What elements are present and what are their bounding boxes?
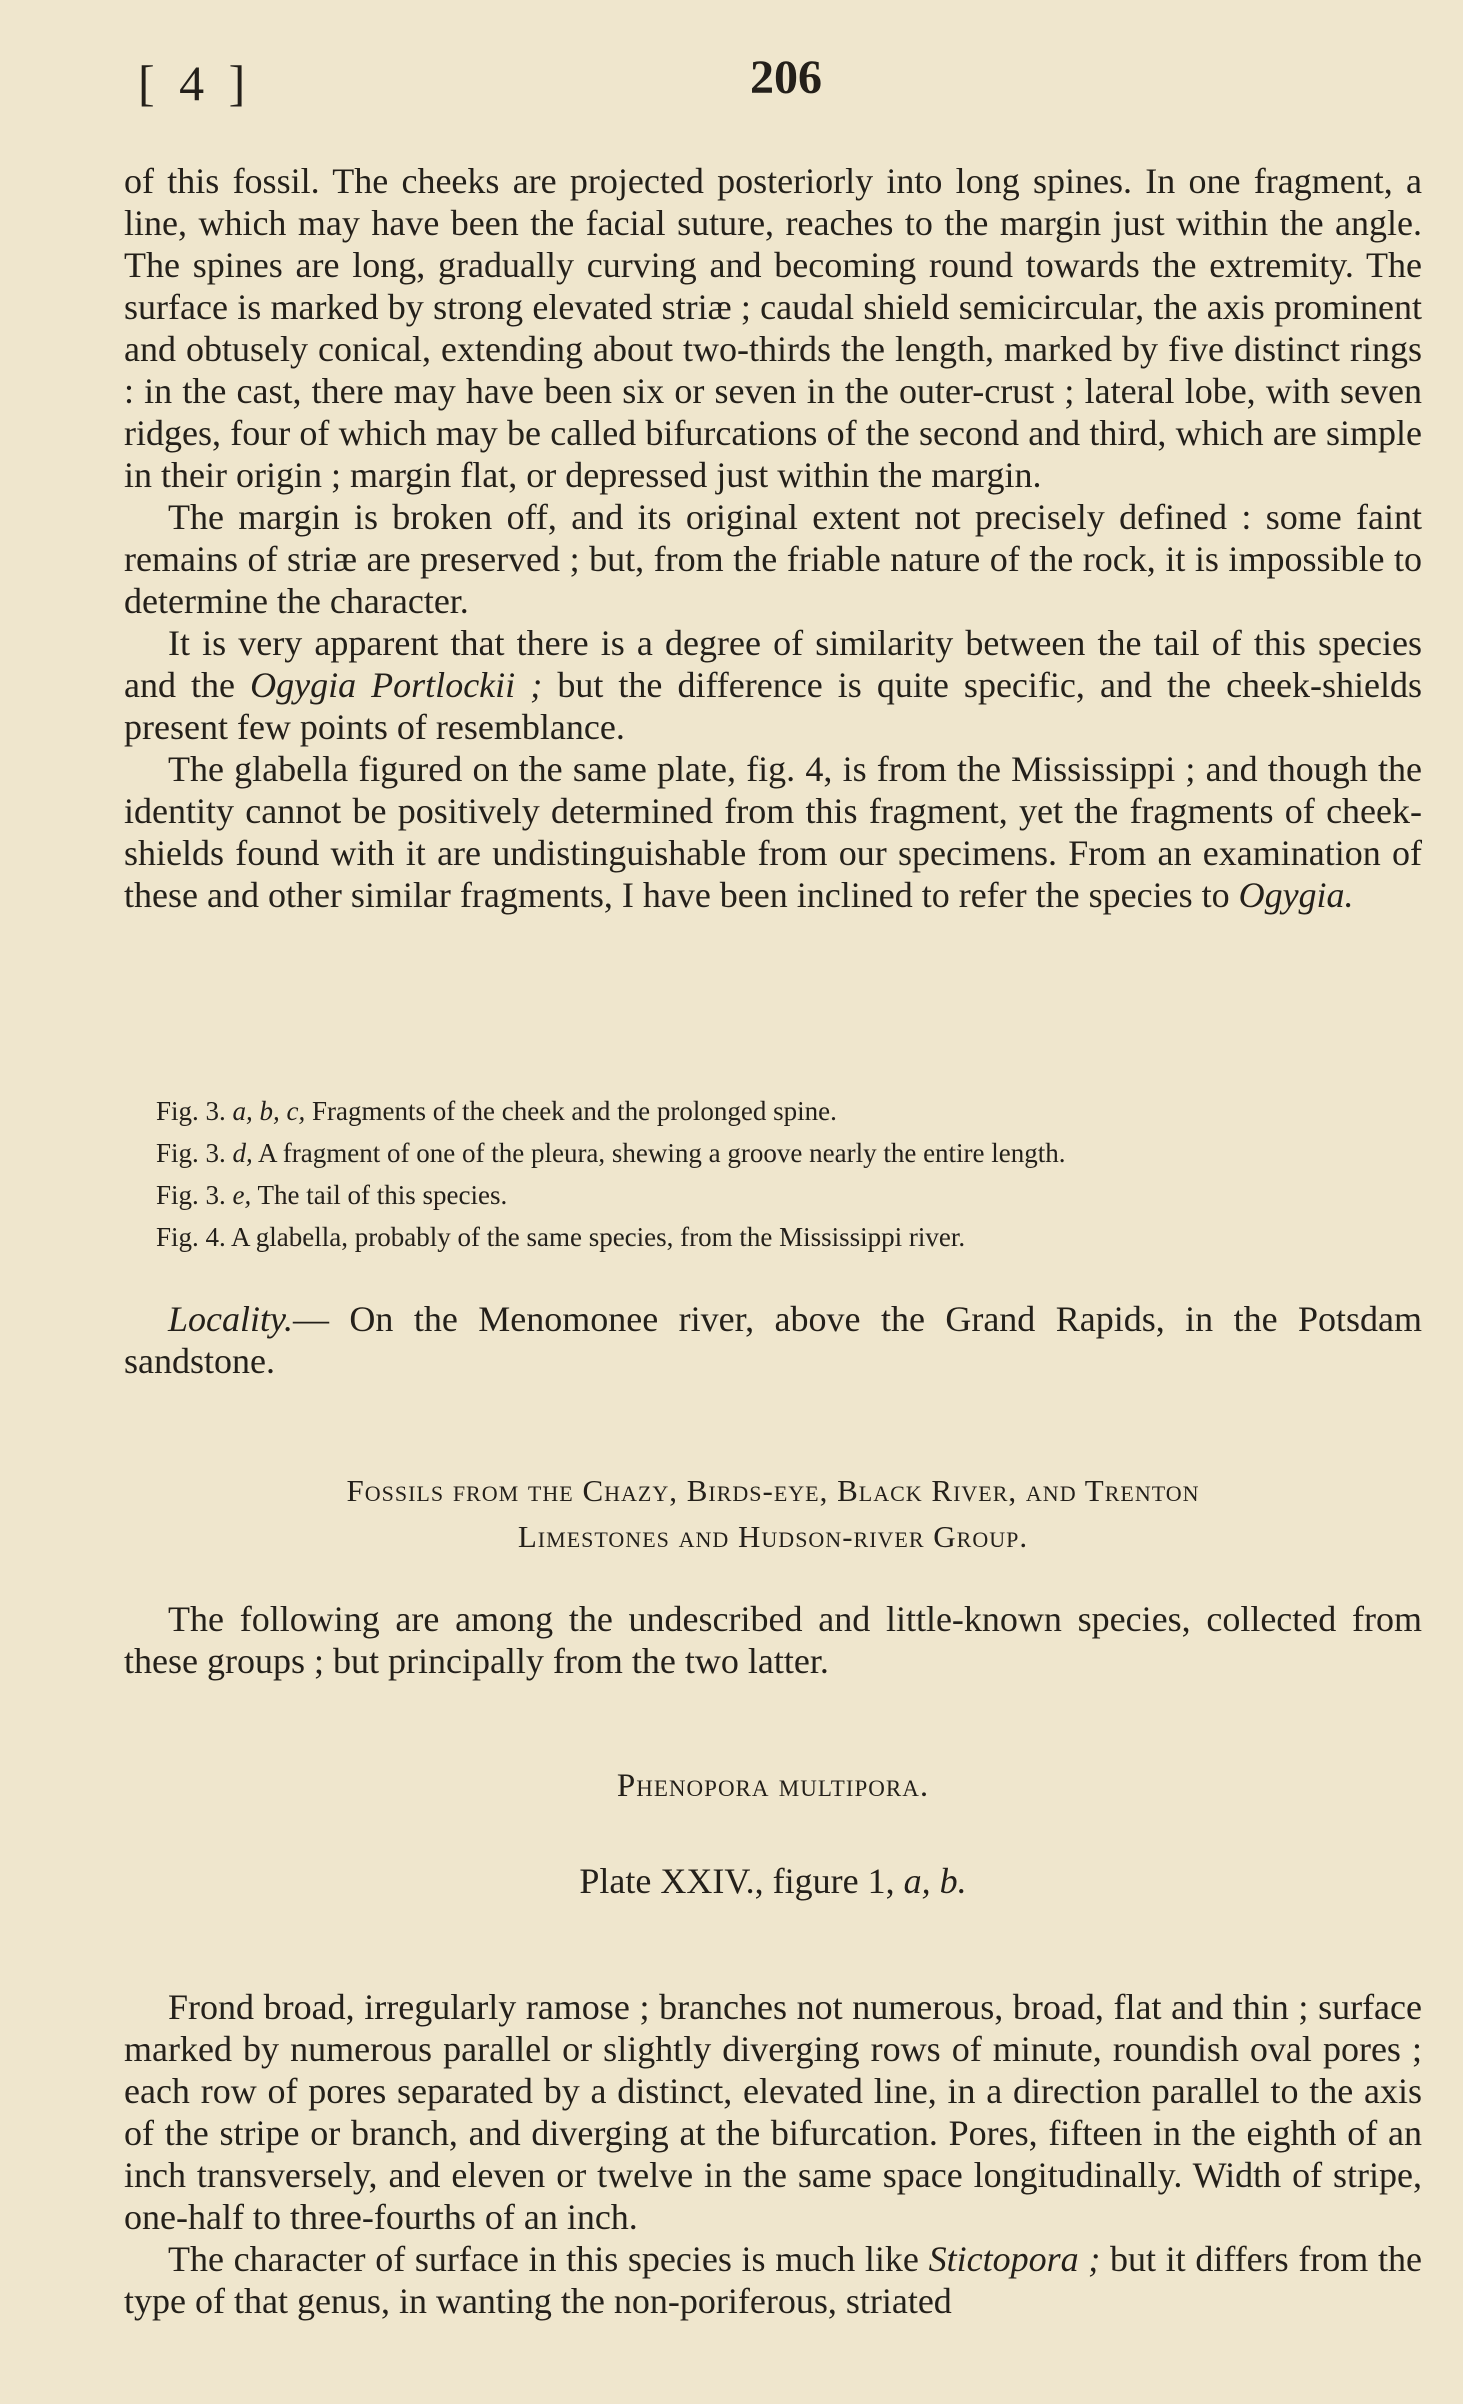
- body-text-top: [124, 160, 1422, 916]
- paragraph-1: of this fossil. The cheeks are projected posteriorly into long spines. In one fragment, a line, which may have been the facial suture, reaches to the margin just within the angle. The spines are long, gradually curving and becoming round towards the extremity. The surface is marked by strong elevated striæ ; caudal shield semicircular, the axis prominent and obtusely conical, extending about two-thirds the length, marked by five distinct rings : in the cast, there may have been six or seven in the outer-crust ; lateral lobe, with seven ridges, four of which may be called bifurcations of the second and third, which are simple in their origin ; margin flat, or depressed just within the margin.: [124, 161, 1422, 495]
- running-header: [ 4 ]: [138, 55, 252, 111]
- genus-name-ogygia: Ogygia.: [1238, 875, 1354, 915]
- plate-reference: Plate XXIV., figure 1, a, b.: [579, 1861, 967, 1901]
- paragraph-3: It is very apparent that there is a degree of similarity between the tail of this species and the Ogygia Portlockii ; but the difference is quite specific, and the cheek-shields present few points of resemblance.: [124, 623, 1422, 747]
- paragraph-5: Frond broad, irregularly ramose ; branches not numerous, broad, flat and thin ; surface marked by numerous parallel or slightly diverging rows of minute, roundish oval pores ; each row of pores separated by a distinct, elevated line, in a direction parallel to the axis of the stripe or branch, and diverging at the bifurcation. Pores, fifteen in the eighth of an inch transversely, and eleven or twelve in the same space longitudinally. Width of stripe, one-half to three-fourths of an inch.: [124, 1987, 1422, 2237]
- figure-caption: Fig. 3. e, The tail of this species.: [156, 1180, 508, 1210]
- body-text-bottom: [124, 1986, 1422, 2322]
- figure-caption: Fig. 4. A glabella, probably of the same species, from the Mississippi river.: [156, 1222, 966, 1252]
- figure-captions: [156, 1090, 1416, 1258]
- paragraph-6: The character of surface in this species is much like Stictopora ; but it differs from the type of that genus, in wanting the non-poriferous, striated: [124, 2239, 1422, 2321]
- figure-caption: Fig. 3. a, b, c, Fragments of the cheek and the prolonged spine.: [156, 1096, 837, 1126]
- species-name-ogygia-portlockii: Ogygia Portlockii ;: [250, 665, 543, 705]
- locality-paragraph: Locality.— On the Menomonee river, above the Grand Rapids, in the Potsdam sandstone.: [124, 1299, 1422, 1381]
- section-heading: Fossils from the Chazy, Birds-eye, Black River, and Trenton Limestones and Hudson-river Group.: [346, 1473, 1200, 1554]
- locality-label: Locality.: [168, 1299, 293, 1339]
- figure-caption: Fig. 3. d, A fragment of one of the pleura, shewing a groove nearly the entire length.: [156, 1138, 1066, 1168]
- intro-paragraph: The following are among the undescribed and little-known species, collected from these groups ; but principally from the two latter.: [124, 1599, 1422, 1681]
- paragraph-4: The glabella figured on the same plate, fig. 4, is from the Mississippi ; and though the identity cannot be positively determined from this fragment, yet the fragments of cheek-shields found with it are undistinguishable from our specimens. From an examination of these and other similar fragments, I have been inclined to refer the species to Ogygia.: [124, 749, 1422, 915]
- page-number: 206: [750, 51, 822, 104]
- species-title: Phenopora multipora.: [616, 1768, 930, 1804]
- paragraph-2: The margin is broken off, and its original extent not precisely defined : some faint remains of striæ are preserved ; but, from the friable nature of the rock, it is impossible to determine the character.: [124, 497, 1422, 621]
- genus-name-stictopora: Stictopora ;: [928, 2239, 1101, 2279]
